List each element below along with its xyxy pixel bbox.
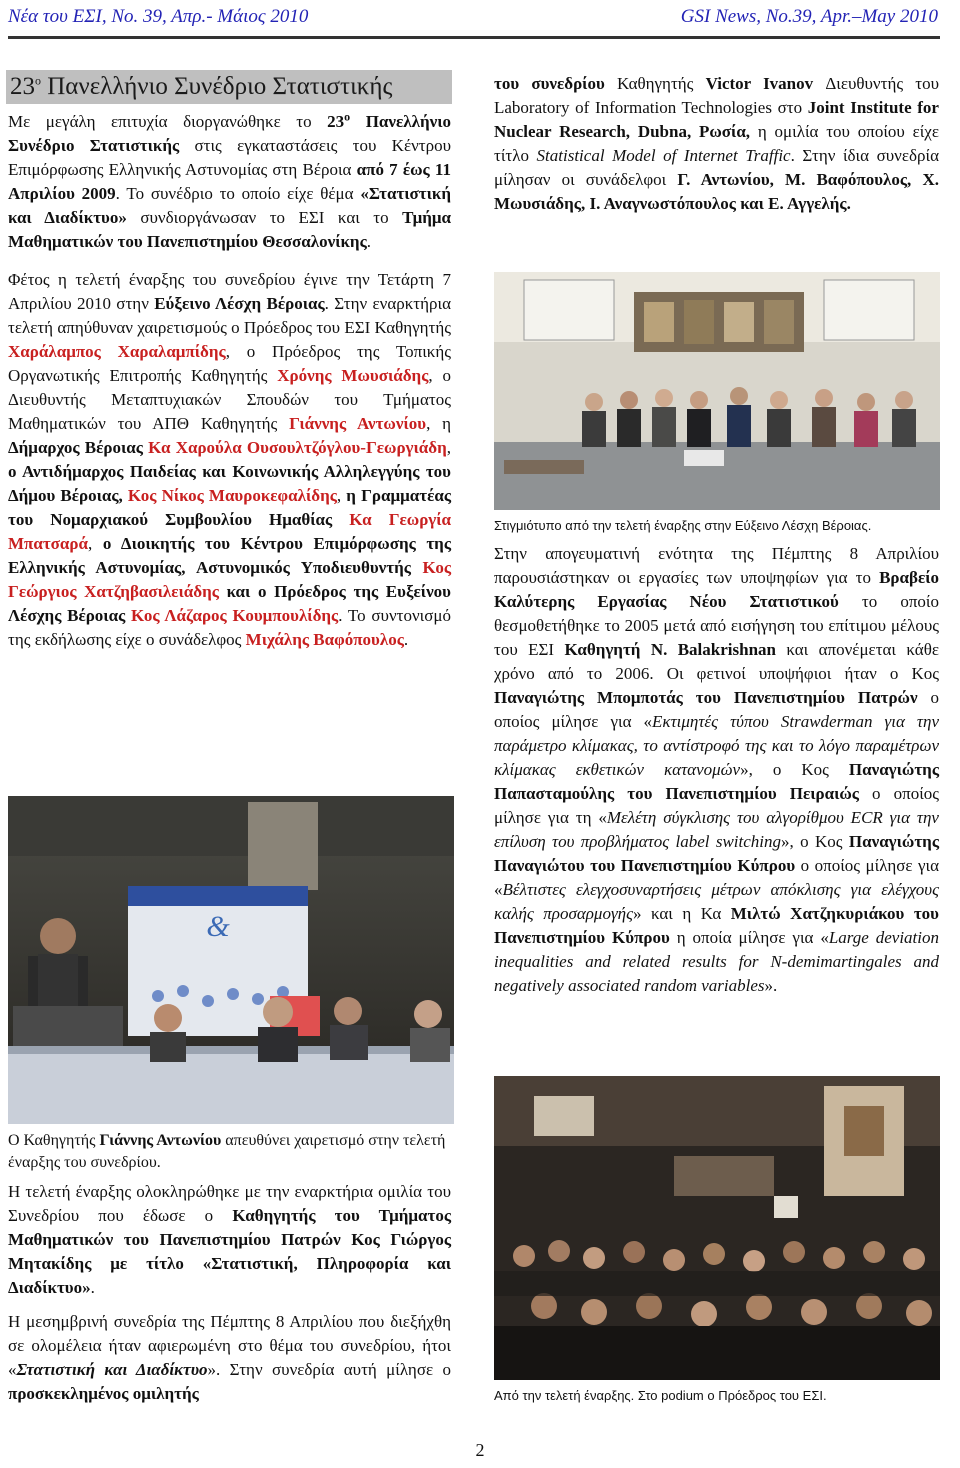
text-run: Δήμαρχος Βέροιας [8, 438, 143, 457]
text-run: Με μεγάλη επιτυχία διοργανώθηκε το [8, 112, 328, 131]
text-run: Βραβείο Καλύτερης Εργασίας Νέου Στατιστικού [494, 568, 939, 611]
text-run: Κα Γεωργία Μπατσαρά [8, 510, 452, 553]
text-run [219, 582, 227, 601]
text-run: ». Στην συνεδρία αυτή μίλησε ο [207, 1360, 451, 1379]
text-run: Παναγιώτης Παναγιώτου του Πανεπιστημίου Κύπρου [494, 832, 939, 875]
text-run: , [446, 438, 451, 457]
text-run: Καθηγητή N. Balakrishnan [564, 640, 776, 659]
caption-audience-photo: Στιγμιότυπο από την τελετή έναρξης στην Εύξεινο Λέσχη Βέροιας. [494, 518, 872, 533]
text-run: . [403, 630, 409, 649]
text-run: Εύξεινο Λέσχη Βέροιας [154, 294, 325, 313]
text-run: , ο Διευθυντής Μεταπτυχιακών Σπουδών του Τμήματος Μαθηματικών του ΑΠΘ Καθηγητής [8, 366, 452, 433]
paragraph-keynote [8, 1180, 451, 1300]
text-run: . Στην εναρκτήρια τελετή απηύθυναν χαιρετισμούς ο Πρόεδρος του ΕΣΙ Καθηγητής [8, 294, 451, 337]
text-run: Καθηγητής του Τμήματος Μαθηματικών του Πανεπιστημίου Πατρών Κος Γιώργος Μητακίδης με τίτλο «Στατιστική, Πληροφορία και Διαδίκτυο» [8, 1206, 452, 1297]
text-run: Γιάννης Αντωνίου [289, 414, 427, 433]
text-run: , ο Πρόεδρος της Τοπικής Οργανωτικής Επιτροπής Καθηγητής [8, 342, 451, 385]
article-title: $23^o$ Πανελλήνιο Συνέδριο Στατιστικής [6, 70, 452, 104]
text-run: Κα Χαρούλα Ουσουλτζόγλου-Γεωργιάδη [148, 438, 447, 457]
text-run: Η τελετή έναρξης ολοκληρώθηκε με την εναρκτήρια ομιλία του Συνεδρίου που έδωσε ο [8, 1182, 451, 1225]
photo-lecture-hall [494, 1076, 940, 1380]
text-run: Μιλτώ Χατζηκυριάκου του Πανεπιστημίου Κύπρου [494, 904, 939, 947]
text-run: . Το συντονισμό της εκδήλωσης είχε ο συνάδελφος [8, 606, 451, 649]
left-column-bottom [8, 1180, 451, 1416]
text-run: Μιχάλης Βαφόπουλος [245, 630, 404, 649]
text-run: Χαράλαμπος Χαραλαμπίδης [8, 342, 226, 361]
text-run: του συνεδρίου [494, 74, 605, 93]
text-run: Τμήμα Μαθηματικών του Πανεπιστημίου Θεσσαλονίκης [8, 208, 451, 251]
text-run: Κος Νίκος Μαυροκεφαλίδης [127, 486, 337, 505]
text-run: το οποίο θεσμοθετήθηκε το 2005 μετά από εισήγηση του επίτιμου μέλους του ΕΣΙ [494, 592, 939, 659]
text-run: ο Αντιδήμαρχος Παιδείας και Κοινωνικής Αλληλεγγύης του Δήμου Βέροιας, [8, 462, 451, 505]
text-run: . [90, 1278, 95, 1297]
text-run: ο οποίος μίλησε για « [494, 856, 939, 899]
text-run: Εκτιμητές τύπου Strawderman για την παράμετρο κλίμακας, το αντίστροφό της και το λόγο παραμέτρων κλίμακας εκθετικών κατανομών [494, 712, 939, 779]
text-run: . Στην ίδια συνεδρία μίλησαν οι συνάδελφοι [494, 146, 939, 189]
right-column-middle [494, 542, 939, 1008]
running-header [0, 0, 960, 36]
text-run: Καθηγητής [604, 74, 706, 93]
text-run: Βέλτιστες ελεγχοσυναρτήσεις μέτρων απόκλισης για ελέγχους καλής προσαρμογής [494, 880, 939, 923]
paragraph-midday-session [8, 1310, 451, 1406]
paragraph-opening-ceremony [8, 268, 451, 652]
text-run: Ο Καθηγητής [8, 1132, 100, 1149]
text-run: Παναγιώτης Μπομποτάς του Πανεπιστημίου Πατρών [494, 688, 918, 707]
header-greek-title: Νέα του ΕΣΙ, Νο. 39, Απρ.- Μάιος 2010 [8, 6, 309, 27]
text-run: Η μεσημβρινή συνεδρία της Πέμπτης 8 Απριλίου που διεξήχθη σε ολομέλεια ήταν αφιερωμένη στο θέμα του συνεδρίου, ήτοι « [8, 1312, 451, 1379]
text-run: από 7 έως 11 Απριλίου 2009 [8, 160, 451, 203]
text-run: , [88, 534, 103, 553]
text-run: Παναγιώτης Παπασταμούλης του Πανεπιστημίου Πειραιώς [494, 760, 939, 803]
text-run: και απονέμεται κάθε χρόνο από το 2006. Οι φετινοί υποψήφιοι ήταν ο Κος [494, 640, 939, 683]
text-run: Κος Λάζαρος Κουμπουλίδης [130, 606, 339, 625]
text-run: συνδιοργάνωσαν το ΕΣΙ και το [126, 208, 403, 227]
caption-lecture-hall-photo: Από την τελετή έναρξης. Στο podium ο Πρόεδρος του ΕΣΙ. [494, 1388, 827, 1403]
page-number: 2 [475, 1440, 485, 1460]
text-run: προσκεκλημένος ομιλητής [8, 1384, 199, 1403]
right-column-top [494, 72, 939, 226]
text-run: Πανελλήνιο Συνέδριο Στατιστικής [8, 112, 451, 155]
text-run: » και η Κα [632, 904, 731, 923]
text-run: Φέτος η τελετή έναρξης του συνεδρίου έγινε την Τετάρτη 7 Απριλίου 2010 στην [8, 270, 451, 313]
header-rule [8, 36, 940, 39]
text-run: «Στατιστική και Διαδίκτυο» [8, 184, 451, 227]
text-run: η ομιλία του οποίου είχε τίτλο [494, 122, 939, 165]
text-run: και ο Πρόεδρος της Ευξείνου Λέσχης Βέροιας [8, 582, 451, 625]
text-run: Στατιστική και Διαδίκτυο [16, 1360, 208, 1379]
text-run: ο [344, 109, 351, 124]
text-run: Joint Institute for Nuclear Research, Dubna, Ρωσία, [494, 98, 939, 141]
text-run: , [336, 486, 347, 505]
text-run: Διευθυντής του Laboratory of Information Technologies στο [494, 74, 939, 117]
text-run: . Το συνέδριο το οποίο είχε θέμα [115, 184, 361, 203]
text-run: η οποία μίλησε για « [669, 928, 829, 947]
text-run: Large deviation inequalities and related results for N-demimartingales and negatively associated random variables [494, 928, 940, 995]
text-run [411, 558, 423, 577]
paragraph-award-session [494, 542, 939, 998]
text-run: στις εγκαταστάσεις του Κέντρου Επιμόρφωσης Ελληνικής Αστυνομίας στη Βέροια [8, 136, 452, 179]
paragraph-intro [8, 110, 451, 254]
text-run: ο οποίος μίλησε για « [494, 688, 940, 731]
text-run: 23 [327, 112, 345, 131]
text-run: Μελέτη σύγκλισης του αλγορίθμου ECR για την επίλυση του προβλήματος label switching [494, 808, 939, 851]
photo-speaker-podium [8, 796, 454, 1124]
left-column-top [8, 110, 451, 662]
text-run: Victor Ivanov [705, 74, 814, 93]
text-run: ». [764, 976, 778, 995]
text-run: η Γραμματέας του Νομαρχιακού Συμβουλίου Ημαθίας [8, 486, 451, 529]
header-english-title: GSI News, No.39, Apr.–May 2010 [680, 6, 938, 27]
text-run: Γιάννης Αντωνίου [99, 1132, 222, 1149]
text-run: απευθύνει χαιρετισμό στην τελετή έναρξης του συνεδρίου. [8, 1132, 446, 1171]
text-run: Κος Γεώργιος Χατζηβασιλειάδης [8, 558, 452, 601]
text-run: . [366, 232, 371, 251]
text-run: Statistical Model of Internet Traffic [536, 146, 791, 165]
text-run: », ο Κος [740, 760, 849, 779]
text-run: Χρόνης Μωυσιάδης [277, 366, 429, 385]
paragraph-invited-speaker [494, 72, 939, 216]
text-run: , η [426, 414, 452, 433]
text-run: », ο Κος [781, 832, 849, 851]
text-run: ο οποίος μίλησε για τη « [494, 784, 939, 827]
text-run: Στην απογευματινή ενότητα της Πέμπτης 8 Απριλίου παρουσιάστηκαν οι εργασίες των υποψηφίων για το [494, 544, 939, 587]
text-run: ο Διοικητής του Κέντρου Επιμόρφωσης της Ελληνικής Αστυνομίας, Αστυνομικός Υποδιευθυντής [8, 534, 451, 577]
svg-text:&: & [206, 910, 230, 943]
caption-speaker-photo [8, 1130, 454, 1174]
photo-audience-hall [494, 272, 940, 510]
text-run [332, 510, 349, 529]
text-run: Γ. Αντωνίου, Μ. Βαφόπουλος, Χ. Μωυσιάδης, Ι. Αναγνωστόπουλος και Ε. Αγγελής. [494, 170, 939, 213]
